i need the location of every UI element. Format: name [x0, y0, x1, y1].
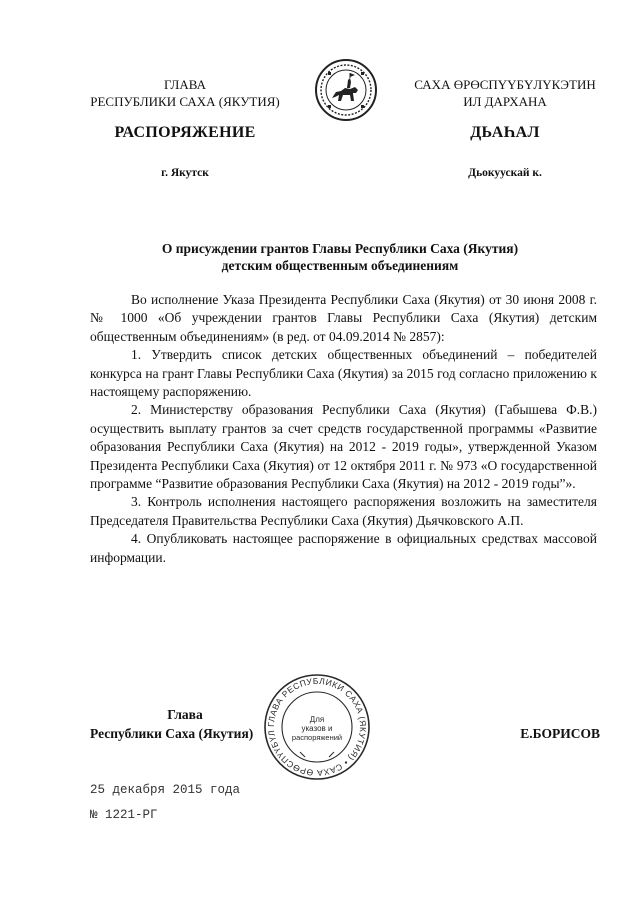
- subject-line2: детским общественным объединениям: [221, 258, 459, 273]
- signature-title-line2: Республики Саха (Якутия): [90, 726, 254, 741]
- header-left-line2: РЕСПУБЛИКИ САХА (ЯКУТИЯ): [90, 94, 280, 109]
- city-ru: г. Якутск: [161, 167, 209, 179]
- body-preamble: Во исполнение Указа Президента Республики Саха (Якутия) от 30 июня 2008 г. № 1000 «Об учреждении грантов Главы Республики Саха (Якутия) детским общественным объединениям» (в ред. от 04.09.2014 № 2857):: [90, 292, 597, 344]
- stamp-seal-icon: [262, 672, 372, 782]
- header-right-line1: САХА ӨРӨСПҮҮБҮЛҮКЭТИН: [414, 77, 596, 92]
- document-body: [90, 291, 597, 567]
- city-sakha: Дьокуускай к.: [468, 167, 542, 179]
- doc-type-ru: РАСПОРЯЖЕНИЕ: [114, 124, 256, 141]
- signature-title: [90, 705, 280, 743]
- doc-type-sakha: ДЬАҺАЛ: [470, 124, 540, 141]
- emblem-icon: [314, 58, 378, 122]
- body-item-4: 4. Опубликовать настоящее распоряжение в официальных средствах массовой информации.: [90, 531, 597, 565]
- subject-line1: О присуждении грантов Главы Республики Саха (Якутия): [161, 241, 519, 256]
- stamp-inner-line2: указов и: [301, 724, 333, 733]
- body-item-1: 1. Утвердить список детских общественных объединений – победителей конкурса на грант Главы Республики Саха (Якутия) за 2015 год согласно приложению к настоящему распоряжению.: [90, 347, 597, 400]
- stamp-inner-line3: распоряжений: [291, 733, 343, 742]
- official-stamp: [262, 672, 372, 782]
- document-number: № 1221-РГ: [90, 808, 158, 822]
- header-left-block: [60, 76, 310, 110]
- header-right-block: [380, 76, 630, 110]
- header-left-line1: ГЛАВА: [164, 77, 206, 92]
- document-subject: [90, 240, 590, 274]
- header-right-line2: ИЛ ДАРХАНА: [463, 94, 547, 109]
- coat-of-arms-emblem: [314, 58, 378, 122]
- document-date: 25 декабря 2015 года: [90, 783, 241, 797]
- body-item-2: 2. Министерству образования Республики Саха (Якутия) (Габышева Ф.В.) осуществить выплату грантов за счет средств государственной программы «Развитие образования Республики Саха (Якутия) на 2012 - 2019 годы», утвержденной Указом Президента Республики Саха (Якутия) от 12 октября 2011 г. № 973 «О государственной программе “Развитие образования Республики Саха (Якутия) на 2012 - 2019 годы”».: [90, 402, 597, 492]
- signature-title-line1: Глава: [167, 707, 203, 722]
- stamp-outer-text: ГЛАВА РЕСПУБЛИКИ САХА (ЯКУТИЯ) • САХА ӨРӨСПҮҮБҮЛ: [265, 675, 369, 779]
- signatory-name: Е.БОРИСОВ: [520, 726, 600, 741]
- body-item-3: 3. Контроль исполнения настоящего распоряжения возложить на заместителя Председателя Правительства Республики Саха (Якутия) Дьячковского А.П.: [90, 494, 597, 528]
- stamp-inner-line1: Для: [309, 715, 325, 724]
